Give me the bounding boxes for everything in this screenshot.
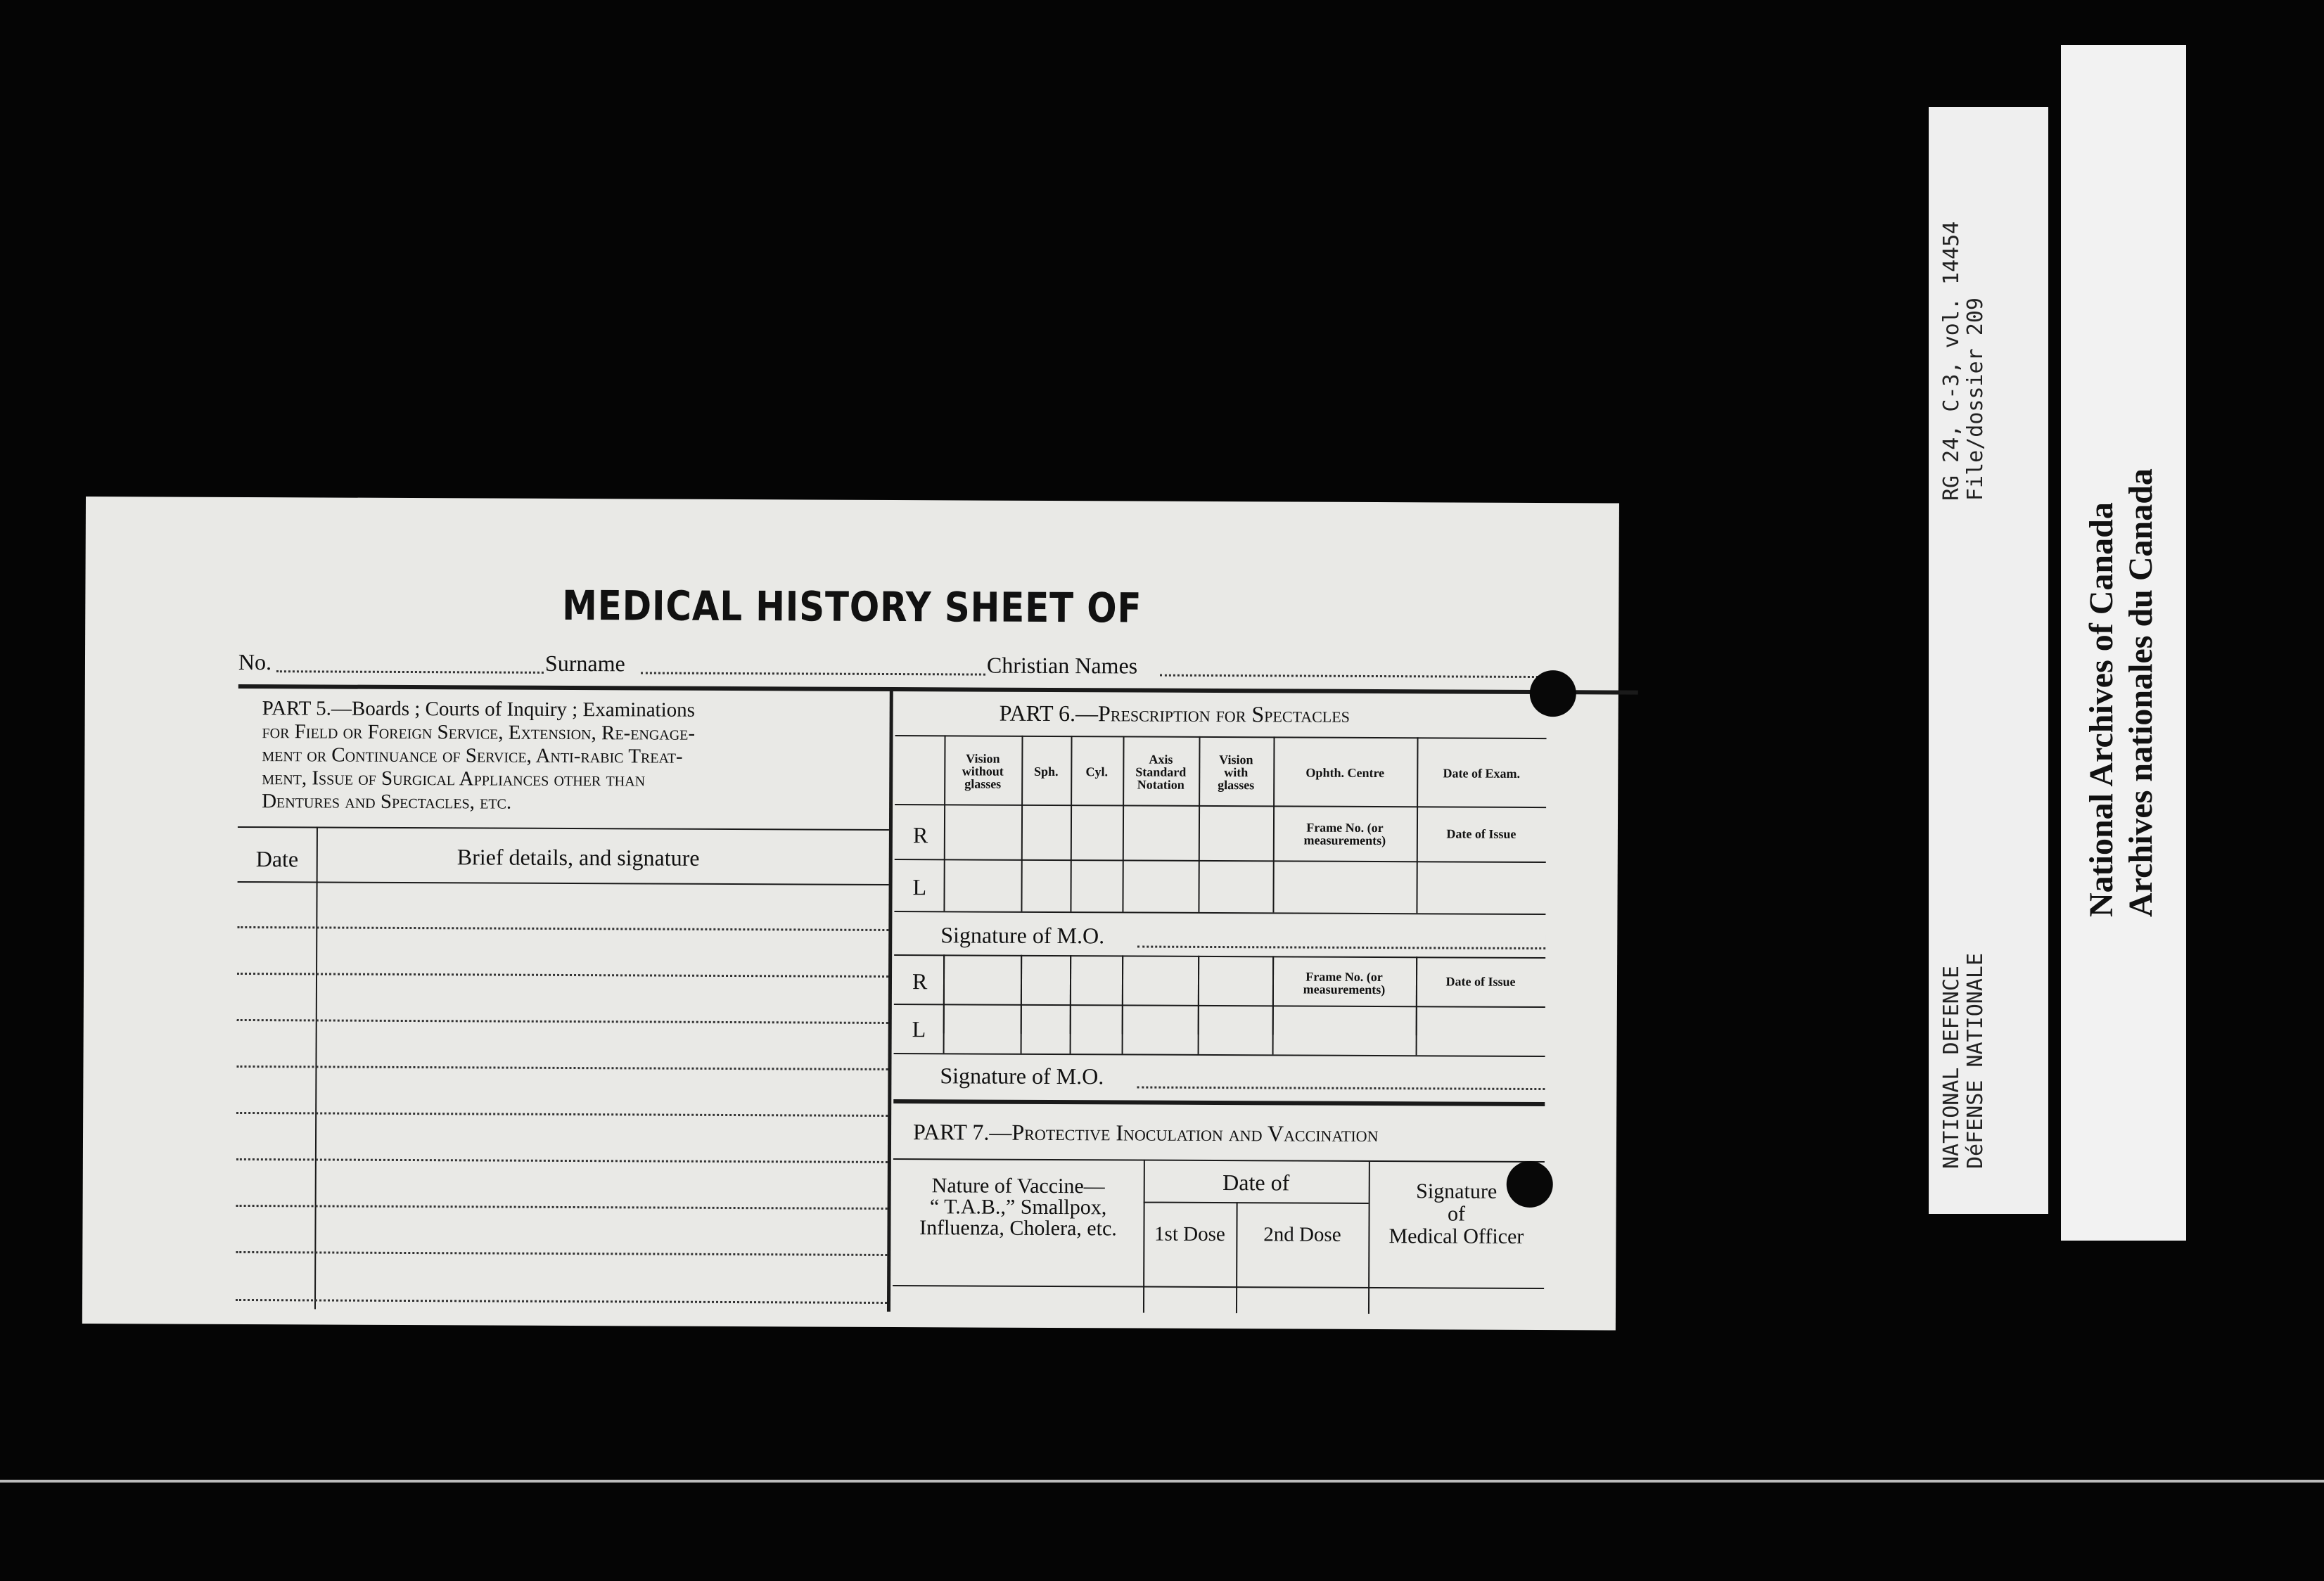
p6-col-line: [1070, 955, 1072, 1054]
part6-rule-bottom: [893, 1099, 1545, 1106]
date-of-issue-label-2: Date of Issue: [1445, 974, 1516, 989]
part5-entry-line[interactable]: [236, 1158, 888, 1163]
part5-entry-line[interactable]: [236, 1112, 888, 1117]
date-of-exam-header: Date of Exam.: [1443, 766, 1521, 781]
part5-entry-line[interactable]: [237, 926, 888, 931]
signature-mo-label-1: Signature of M.O.: [940, 922, 1105, 949]
p6-rule: [895, 859, 1546, 863]
christian-names-label: Christian Names: [986, 652, 1138, 679]
header-rule: [238, 684, 1638, 695]
vision-without-header: Vision without glasses: [962, 751, 1004, 791]
sph-header: Sph.: [1033, 764, 1059, 779]
cyl-header: Cyl.: [1085, 764, 1109, 779]
p6-col-line: [1021, 955, 1023, 1054]
part5-line-3: ment or Continuance of Service, Anti-rabic Treat-: [262, 743, 683, 768]
p6-rule: [895, 804, 1546, 808]
part5-line-4: ment, Issue of Surgical Appliances other than: [262, 767, 646, 791]
part5-entry-line[interactable]: [237, 1019, 888, 1024]
signature-mo-field-2[interactable]: [1137, 1087, 1545, 1091]
part5-heading: [262, 697, 881, 816]
part7-title: PART 7.—Protective Inoculation and Vaccination: [912, 1119, 1379, 1147]
part5-rule-header: [238, 881, 889, 885]
archives-name: National Archives of Canada Archives nationales du Canada: [2083, 468, 2159, 917]
part6-title: PART 6.—Prescription for Spectacles: [999, 700, 1350, 727]
p6-col-line: [1272, 956, 1275, 1054]
scan-bottom-edge: [0, 1480, 2324, 1483]
right-eye-label-1: R: [912, 822, 928, 848]
part5-entry-line[interactable]: [236, 1251, 887, 1256]
details-column-header: Brief details, and signature: [456, 844, 700, 871]
vaccine-nature-header: Nature of Vaccine— “ T.A.B.,” Smallpox, Influenza, Cholera, etc.: [919, 1174, 1117, 1241]
part5-line-5: Dentures and Spectacles, etc.: [262, 790, 512, 814]
p6-rule: [894, 1053, 1545, 1057]
part5-entry-line[interactable]: [237, 973, 888, 978]
second-dose-header: 2nd Dose: [1263, 1223, 1341, 1246]
p7-col-line: [1236, 1202, 1238, 1313]
p7-date-rule: [1144, 1202, 1369, 1204]
medical-officer-signature-header: Signature of Medical Officer: [1388, 1179, 1524, 1248]
ophth-centre-header: Ophth. Centre: [1305, 765, 1385, 781]
part5-entry-line[interactable]: [236, 1065, 888, 1070]
date-of-issue-label-1: Date of Issue: [1446, 826, 1517, 841]
punch-hole-top: [1530, 670, 1576, 717]
part5-line-2: for Field or Foreign Service, Extension, Re-engage-: [262, 720, 696, 745]
left-eye-label-2: L: [912, 1016, 926, 1042]
surname-label: Surname: [544, 650, 625, 677]
p6-col-line: [1416, 956, 1418, 1055]
part5-rule-top: [238, 826, 889, 831]
part5-line-1: PART 5.—Boards ; Courts of Inquiry ; Examinations: [262, 697, 696, 722]
signature-mo-label-2: Signature of M.O.: [940, 1063, 1104, 1089]
frame-no-label-2: Frame No. (or measurements): [1303, 969, 1386, 997]
form-title: MEDICAL HISTORY SHEET OF: [562, 581, 1142, 632]
part5-entry-line[interactable]: [236, 1299, 887, 1304]
archive-reference-label: [1929, 107, 2048, 1214]
frame-no-label-1: Frame No. (or measurements): [1303, 820, 1386, 848]
part5-entry-line[interactable]: [236, 1205, 888, 1210]
reference-text: RG 24, C-3, vol. 14454 File/dossier 209: [1939, 221, 1988, 501]
axis-header: Axis Standard Notation: [1135, 752, 1187, 792]
archives-name-label: [2061, 45, 2186, 1241]
p6-col-line: [943, 954, 945, 1053]
first-dose-header: 1st Dose: [1154, 1222, 1225, 1246]
right-eye-label-2: R: [912, 968, 928, 994]
left-eye-label-1: L: [912, 874, 927, 900]
date-of-header: Date of: [1222, 1170, 1290, 1196]
punch-hole-bottom: [1507, 1161, 1553, 1208]
date-column-header: Date: [255, 846, 299, 872]
part7-rule-top: [893, 1158, 1545, 1163]
p7-rule-bottom: [893, 1285, 1544, 1289]
p6-col-line: [1122, 955, 1124, 1054]
surname-field[interactable]: [641, 672, 985, 675]
medical-history-sheet: [82, 497, 1619, 1331]
christian-names-field[interactable]: [1160, 674, 1547, 678]
center-divider: [887, 687, 893, 1312]
department-text: NATIONAL DEFENCE DéFENSE NATIONALE: [1939, 952, 1988, 1169]
p6-col-line: [1198, 956, 1200, 1054]
no-label: No.: [238, 648, 272, 675]
vision-with-header: Vision with glasses: [1218, 753, 1255, 793]
no-field[interactable]: [276, 670, 544, 674]
part6-rule-top: [895, 735, 1547, 739]
p6-rule: [894, 1004, 1545, 1008]
